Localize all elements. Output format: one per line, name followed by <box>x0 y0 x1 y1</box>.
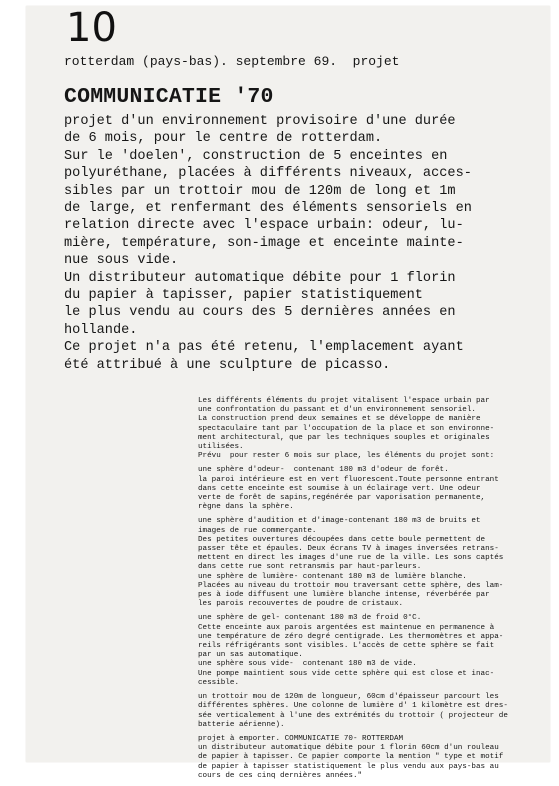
body-line: une sphère d'odeur- contenant 180 m3 d'odeur de forêt. <box>198 466 449 475</box>
intro-line: de large, et renfermant des éléments sensoriels en <box>64 201 472 217</box>
body-paragraph <box>198 693 538 730</box>
intro-line: mière, température, son-image et enceinte mainte- <box>64 235 464 251</box>
body-paragraph <box>198 517 538 609</box>
intro-line: relation directe avec l'espace urbain: odeur, lu- <box>64 218 464 234</box>
body-line: règne dans la sphère. <box>198 503 294 512</box>
body-line: cours de ces cinq dernières années." <box>198 771 363 780</box>
body-line: la paroi intérieure est en vert fluorescent.Toute personne entrant <box>198 475 499 484</box>
body-line: différentes sphères. Une colonne de lumière d' 1 kilomètre est dres- <box>198 702 508 711</box>
intro-line: Un distributeur automatique débite pour 1 florin <box>64 270 456 286</box>
intro-line: été attribué à une sculpture de picasso. <box>64 357 391 373</box>
body-line: Des petites ouvertures découpées dans cette boule permettent de <box>198 535 486 544</box>
body-line: dans cette enceinte est soumise à un éclairage vert. Une odeur <box>198 484 481 493</box>
body-line: La construction prend deux semaines et se développe de manière <box>198 415 481 424</box>
body-line: verte de forêt de sapins,regénérée par vaporisation permanente, <box>198 494 486 503</box>
intro-line: Ce projet n'a pas été retenu, l'emplacement ayant <box>64 340 464 356</box>
document-title: COMMUNICATIE '70 <box>64 85 274 109</box>
body-line: batterie aérienne). <box>198 720 285 729</box>
body-paragraph <box>198 466 538 512</box>
body-paragraph <box>198 735 538 781</box>
intro-line: nue sous vide. <box>64 253 179 269</box>
body-line: de papier à tapisser. Ce papier comporte la mention " type et motif <box>198 753 504 762</box>
body-line: Prévu pour rester 6 mois sur place, les éléments du projet sont: <box>198 452 495 461</box>
body-line: une sphère d'audition et d'image-contenant 180 m3 de bruits et <box>198 517 481 526</box>
body-paragraph <box>198 397 538 461</box>
body-text <box>198 397 538 786</box>
body-line: un trottoir mou de 120m de longueur, 60cm d'épaisseur parcourt les <box>198 693 499 702</box>
body-line: sée verticalement à l'une des extrémités du trottoir ( projecteur de <box>198 711 508 720</box>
body-line: spectaculaire tant par l'occupation de la place et son environne- <box>198 424 495 433</box>
intro-line: le plus vendu au cours des 5 dernières années en <box>64 305 456 321</box>
intro-line: Sur le 'doelen', construction de 5 enceintes en <box>64 148 448 164</box>
body-line: ment architectural, que par les techniques souples et originales <box>198 433 490 442</box>
body-line: dans cette rue sont retransmis par haut-parleurs. <box>198 563 422 572</box>
subtitle: rotterdam (pays-bas). septembre 69. projet <box>64 54 400 69</box>
body-line: de papier à tapisser statistiquement le plus vendu aux pays-bas au <box>198 762 499 771</box>
document-page <box>26 5 550 780</box>
intro-line: projet d'un environnement provisoire d'une durée <box>64 114 456 129</box>
intro-line: polyuréthane, placées à différents niveaux, acces- <box>64 166 472 182</box>
body-line: images de rue commerçante. <box>198 526 317 535</box>
intro-line: du papier à tapisser, papier statistiquement <box>64 288 423 304</box>
body-line: reils réfrigérants sont visibles. L'accès de cette sphère se fait <box>198 642 495 651</box>
body-line: une confrontation du passant et d'un environnement sensoriel. <box>198 406 476 415</box>
body-line: pes à iode diffusent une lumière blanche intense, réverbérée par <box>198 591 490 600</box>
body-line: une température de zéro degré centigrade. Les thermomètres et appa- <box>198 632 504 641</box>
intro-line: sibles par un trottoir mou de 120m de long et 1m <box>64 183 456 199</box>
intro-line: de 6 mois, pour le centre de rotterdam. <box>64 131 383 147</box>
body-line: les parois recouvertes de poudre de cristaux. <box>198 600 404 609</box>
intro-line: hollande. <box>64 322 138 338</box>
body-line: mettent en direct les images d'une rue de la ville. Les sons captés <box>198 554 504 563</box>
intro-text <box>64 113 544 374</box>
body-line: une sphère sous vide- contenant 180 m3 de vide. <box>198 660 417 669</box>
body-line: Une pompe maintient sous vide cette sphère qui est close et inac- <box>198 669 495 678</box>
body-paragraph <box>198 614 538 688</box>
page-number: 10 <box>66 5 117 51</box>
body-line: projet à emporter. COMMUNICATIE 70- ROTTERDAM <box>198 734 404 743</box>
body-line: un distributeur automatique débite pour 1 florin 60cm d'un rouleau <box>198 744 499 753</box>
body-line: une sphère de gel- contenant 180 m3 de froid 0°C. <box>198 614 422 623</box>
body-line: une sphère de lumière- contenant 180 m3 de lumière blanche. <box>198 572 467 581</box>
body-line: utilisées. <box>198 443 244 452</box>
body-line: passer tête et épaules. Deux écrans TV à images inversées retrans- <box>198 545 499 554</box>
body-line: cessible. <box>198 678 240 687</box>
body-line: Cette enceinte aux parois argentées est maintenue en permanence à <box>198 623 495 632</box>
body-line: Placées au niveau du trottoir mou traversant cette sphère, des lam- <box>198 581 504 590</box>
body-line: par un sas automatique. <box>198 651 303 660</box>
body-line: Les différents éléments du projet vitalisent l'espace urbain par <box>198 397 490 405</box>
